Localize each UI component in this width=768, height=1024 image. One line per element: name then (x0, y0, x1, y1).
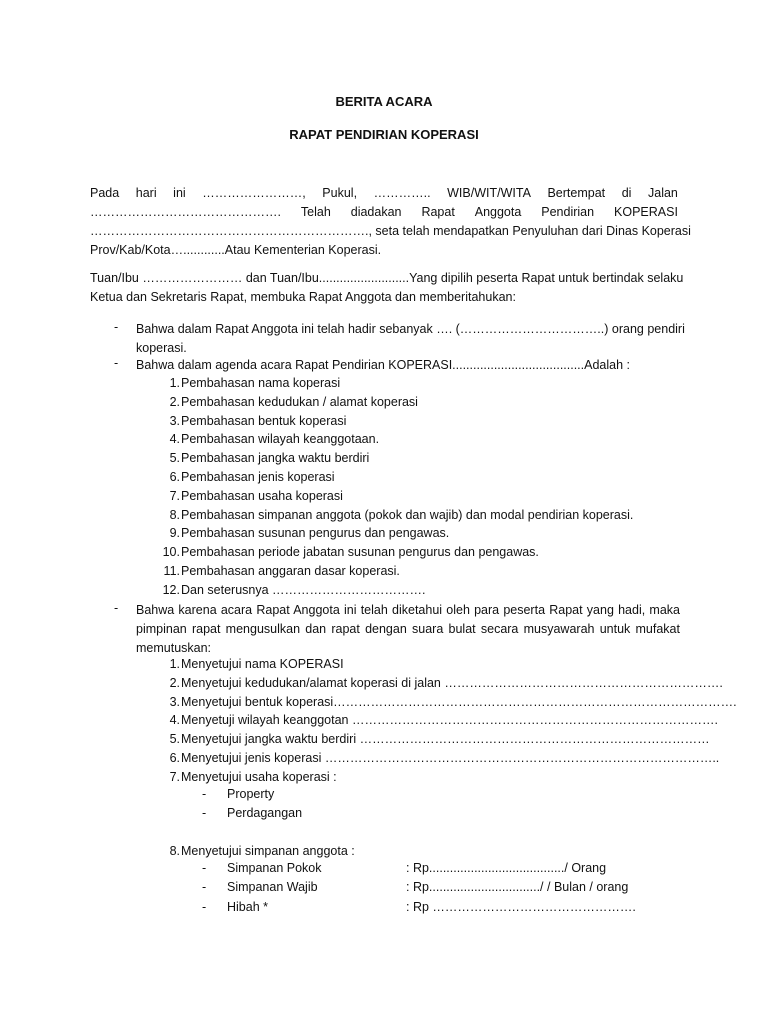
intro-paragraph (90, 184, 691, 260)
chairs-paragraph (90, 269, 684, 307)
simpanan-heading (150, 842, 690, 861)
list-item: 4. Menyetuji wilayah keanggotan ……………………………………………………………………………. (169, 713, 718, 728)
list-item: 5. Pembahasan jangka waktu berdiri (169, 451, 370, 466)
hibah-label: Hibah * (227, 900, 268, 914)
list-item: 10. Pembahasan periode jabatan susunan pengurus dan pengawas. (162, 545, 539, 560)
intro-line-3: …………………………………………………………., seta telah mendapatkan Penyuluhan dari Dinas Koperasi (90, 224, 691, 238)
document-subtitle: RAPAT PENDIRIAN KOPERASI (289, 127, 479, 142)
list-item: 1. Menyetujui nama KOPERASI (169, 657, 344, 671)
bullet-dash: - (114, 320, 119, 334)
list-item: 3. Pembahasan bentuk koperasi (169, 413, 347, 428)
chairs-line-2: Ketua dan Sekretaris Rapat, membuka Rapat Anggota dan memberitahukan: (90, 290, 516, 304)
list-item: 2. Pembahasan kedudukan / alamat koperasi (169, 394, 418, 409)
document-title: BERITA ACARA (335, 94, 433, 109)
list-item: 9. Pembahasan susunan pengurus dan pengawas. (169, 526, 450, 541)
list-item: 11. Pembahasan anggaran dasar koperasi. (163, 563, 400, 578)
list-item: 12. Dan seterusnya ………………………………. (162, 582, 426, 597)
agenda-list (150, 374, 690, 600)
chairs-line-1: Tuan/Ibu …………………… dan Tuan/Ibu..........................Yang dipilih peserta Rapat untuk bertindak selaku (90, 271, 684, 285)
list-item: 5. Menyetujui jangka waktu berdiri ………………………………………………………………………… (169, 732, 710, 747)
list-item: 4. Pembahasan wilayah keanggotaan. (169, 432, 380, 447)
sub-bullet-dash: - (202, 787, 207, 801)
simpanan-wajib-label: Simpanan Wajib (227, 880, 318, 894)
intro-line-2: ………………………………………. Telah diadakan Rapat Anggota Pendirian KOPERASI (90, 205, 678, 219)
list-item: 1. Pembahasan nama koperasi (169, 376, 341, 390)
list-item: 3. Menyetujui bentuk koperasi……………………………………………………………………………………. (169, 694, 737, 709)
simpanan-pokok-value: : Rp......................................./ Orang (406, 861, 607, 875)
simpanan-wajib-value: : Rp................................/ / Bulan / orang (406, 880, 629, 894)
list-item: 2. Menyetujui kedudukan/alamat koperasi di jalan …………………………………………………………. (169, 675, 723, 690)
sub-bullet-dash: - (202, 861, 207, 875)
list-item: 7. Pembahasan usaha koperasi (169, 488, 343, 503)
usaha-item-property: Property (227, 787, 275, 801)
decision-list (150, 655, 737, 787)
sub-bullet-dash: - (202, 880, 207, 894)
list-item: 8. Pembahasan simpanan anggota (pokok dan wajib) dan modal pendirian koperasi. (169, 507, 634, 522)
bullet-dash: - (114, 601, 119, 615)
intro-line-1: Pada hari ini ……………………, Pukul, ………….. WIB/WIT/WITA Bertempat di Jalan (90, 186, 678, 200)
sub-bullet-dash: - (202, 806, 207, 820)
hibah-value: : Rp …………………………………………. (406, 900, 636, 914)
list-item: 8. Menyetujui simpanan anggota : (169, 844, 355, 858)
decision-statement: Bahwa karena acara Rapat Anggota ini telah diketahui oleh para peserta Rapat yang hadi, maka pimpinan rapat mengusulkan dan rapat dengan suara bulat secara musyawarah untuk mufakat memutuskan: (136, 603, 680, 655)
list-item: 6. Menyetujui jenis koperasi ………………………………………………………………………………….. (169, 750, 720, 765)
usaha-item-perdagangan: Perdagangan (227, 806, 303, 820)
sub-bullet-dash: - (202, 900, 207, 914)
intro-line-4: Prov/Kab/Kota…............Atau Kementerian Koperasi. (90, 243, 382, 257)
attendance-statement: Bahwa dalam Rapat Anggota ini telah hadir sebanyak …. (……………………………..) orang pendiri koperasi. (136, 322, 685, 355)
agenda-statement: Bahwa dalam agenda acara Rapat Pendirian KOPERASI......................................Adalah : (136, 358, 631, 372)
bullet-dash: - (114, 356, 119, 370)
list-item: 6. Pembahasan jenis koperasi (169, 469, 335, 484)
simpanan-pokok-label: Simpanan Pokok (227, 861, 322, 875)
list-item: 7. Menyetujui usaha koperasi : (169, 769, 337, 784)
